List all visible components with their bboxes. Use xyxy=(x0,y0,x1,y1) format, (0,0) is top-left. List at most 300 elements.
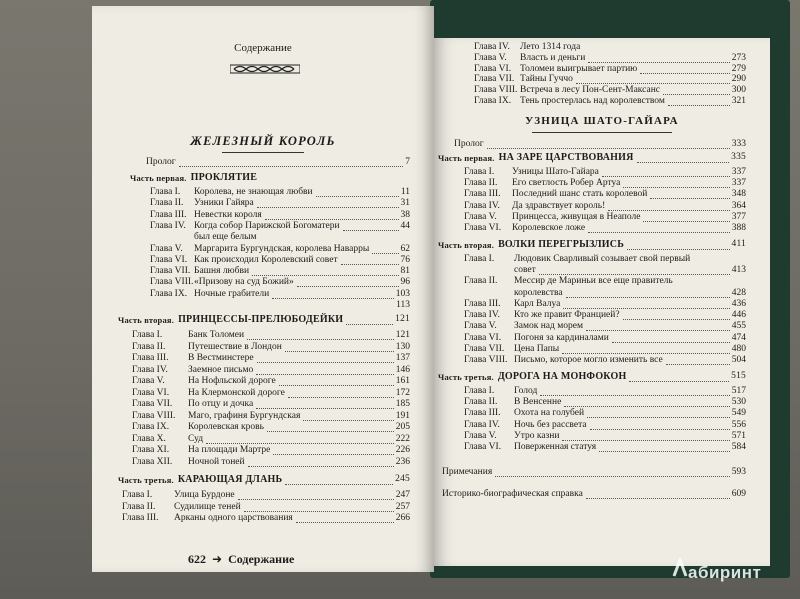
dot-leader xyxy=(256,400,394,409)
dot-leader xyxy=(643,213,729,222)
chapter-title: «Призову на суд Божий» xyxy=(194,277,294,288)
page-number: 161 xyxy=(395,376,410,386)
page-number: 137 xyxy=(395,353,410,363)
chapter-number: Глава VII. xyxy=(150,266,191,277)
chapter-number: Глава V. xyxy=(474,52,507,63)
chapter-title: Карл Валуа xyxy=(514,298,561,309)
chapter-title: Утро казни xyxy=(514,430,560,441)
arrow-icon: ➜ xyxy=(209,552,226,566)
part-prefix: Часть вторая. xyxy=(118,315,175,325)
chapter-title: Да здравствует король! xyxy=(512,200,606,211)
toc-entry xyxy=(92,330,434,341)
page-number: 121 xyxy=(395,330,410,340)
chapter-title: Погоня за кардиналами xyxy=(514,332,609,343)
chapter-title: Цена Папы xyxy=(514,344,560,354)
dot-leader xyxy=(179,158,404,167)
page-number: 191 xyxy=(395,410,410,421)
dot-leader xyxy=(563,300,729,309)
chapter-number: Глава IV. xyxy=(132,364,168,375)
page-number: 446 xyxy=(731,310,746,321)
chapter-number: Глава I. xyxy=(150,187,181,197)
chapter-number: Глава V. xyxy=(464,212,497,222)
part-title: ПРОКЛЯТИЕ xyxy=(190,172,258,183)
page-number: 337 xyxy=(731,166,746,177)
book-title: УЗНИЦА ШАТО-ГАЙАРА xyxy=(525,114,679,127)
part-prefix: Часть первая. xyxy=(130,173,187,183)
notes-entry-label: Примечания xyxy=(442,467,493,478)
dot-leader xyxy=(586,490,730,499)
page-footer xyxy=(188,552,294,567)
toc-entry xyxy=(434,254,770,265)
dot-leader xyxy=(608,202,729,211)
page-number: 185 xyxy=(395,399,410,409)
prologue-label: Пролог xyxy=(454,138,484,149)
chapter-title: Поверженная статуя xyxy=(514,442,597,453)
page-number: 130 xyxy=(395,341,410,352)
toc-entry xyxy=(434,408,770,419)
page-number: 257 xyxy=(395,501,410,512)
dot-leader xyxy=(588,224,730,233)
chapter-title: Как происходил Королевский совет xyxy=(194,254,338,265)
dot-leader xyxy=(564,398,729,407)
chapter-number: Глава III. xyxy=(122,513,159,523)
dot-leader xyxy=(588,54,729,63)
page-number: 7 xyxy=(405,157,410,167)
page-number: 113 xyxy=(396,300,410,310)
part-prefix: Часть вторая. xyxy=(438,239,495,250)
toc-entry xyxy=(434,333,770,344)
chapter-title: Ночные грабители xyxy=(194,288,270,299)
dot-leader xyxy=(627,241,729,250)
prologue-label: Пролог xyxy=(146,157,176,167)
toc-entry xyxy=(92,399,434,410)
chapter-title: Маго, графиня Бургундская xyxy=(188,410,301,421)
dot-leader xyxy=(285,476,393,485)
page-number: 335 xyxy=(731,151,746,162)
chapter-number: Глава VI. xyxy=(464,442,502,453)
chapter-title: Лето 1314 года xyxy=(520,42,581,52)
dot-leader xyxy=(623,179,729,188)
ornament-divider-icon xyxy=(230,64,300,74)
page-number: 81 xyxy=(400,266,410,277)
dot-leader xyxy=(297,278,399,287)
chapter-title: Тайны Гуччо xyxy=(520,74,573,85)
toc-entry xyxy=(434,96,770,107)
dot-leader xyxy=(586,322,730,331)
toc-entry xyxy=(434,321,770,332)
toc-entry xyxy=(92,434,434,445)
toc-entry xyxy=(434,344,770,355)
prologue xyxy=(434,139,770,150)
page-number: 333 xyxy=(731,138,746,149)
page-number: 266 xyxy=(395,513,410,523)
page-number: 62 xyxy=(400,243,410,254)
prologue xyxy=(92,157,434,168)
toc-entry xyxy=(92,342,434,353)
page-number: 428 xyxy=(731,287,746,298)
toc-entry xyxy=(92,266,434,277)
chapter-title: Охота на голубей xyxy=(514,408,585,419)
footer-page-number: 622 xyxy=(188,552,206,566)
dot-leader xyxy=(267,423,394,432)
dot-leader xyxy=(247,331,394,340)
toc-entry xyxy=(434,386,770,397)
page-header: Содержание xyxy=(234,42,292,54)
toc-entry xyxy=(92,210,434,221)
chapter-number: Глава IX. xyxy=(132,422,170,432)
dot-leader xyxy=(273,446,393,455)
chapter-number: Глава I. xyxy=(464,253,495,264)
toc-entry xyxy=(92,353,434,364)
part-prefix: Часть третья. xyxy=(118,475,174,485)
dot-leader xyxy=(590,421,730,430)
page-number: 222 xyxy=(395,433,410,444)
page-number: 121 xyxy=(395,314,410,324)
dot-leader xyxy=(341,256,399,265)
toc-entry xyxy=(92,376,434,387)
part-heading xyxy=(434,152,770,164)
chapter-title: Людовик Сварливый созывает свой первый xyxy=(514,253,691,264)
toc-entry xyxy=(434,299,770,310)
chapter-title: Последний шанс стать королевой xyxy=(512,189,648,200)
page-number: 504 xyxy=(731,355,746,366)
dot-leader xyxy=(288,389,394,398)
part-heading xyxy=(92,474,434,486)
toc-entry xyxy=(434,420,770,431)
toc-entry xyxy=(92,513,434,524)
toc-entry xyxy=(434,431,770,442)
part-title: ДОРОГА НА МОНФОКОН xyxy=(497,370,627,382)
page-number: 31 xyxy=(400,198,410,209)
page-number: 609 xyxy=(731,489,746,500)
chapter-number: Глава XI. xyxy=(132,445,170,455)
chapter-title: На Нофльской дороге xyxy=(188,376,276,386)
dot-leader xyxy=(487,140,730,149)
dot-leader xyxy=(238,491,394,500)
page-number: 348 xyxy=(731,189,746,200)
chapter-title: Встреча в лесу Пон-Сент-Максанс xyxy=(520,85,661,96)
page-number: 226 xyxy=(395,445,410,455)
chapter-title: Его светлость Робер Артуа xyxy=(512,178,621,189)
dot-leader xyxy=(629,373,729,382)
chapter-number: Глава XII. xyxy=(132,456,173,467)
chapter-title: Тень простерлась над королевством xyxy=(520,96,665,106)
page-number: 593 xyxy=(731,467,746,478)
dot-leader xyxy=(566,289,730,298)
toc-entry xyxy=(434,442,770,453)
toc-entry xyxy=(434,74,770,85)
chapter-number: Глава II. xyxy=(464,396,498,407)
page-number: 480 xyxy=(731,344,746,354)
dot-leader xyxy=(257,199,399,208)
dot-leader xyxy=(539,266,730,275)
toc-entry xyxy=(92,445,434,456)
part-heading xyxy=(92,314,434,326)
page-number: 455 xyxy=(731,321,746,332)
chapter-number: Глава II. xyxy=(122,501,156,512)
dot-leader xyxy=(248,458,394,467)
title-underline xyxy=(532,132,672,133)
chapter-title: Королева, не знающая любви xyxy=(194,187,313,197)
toc-entry xyxy=(92,502,434,513)
chapter-number: Глава II. xyxy=(464,276,498,287)
toc-entry xyxy=(92,490,434,501)
toc-entry xyxy=(434,178,770,189)
chapter-number: Глава III. xyxy=(132,353,169,363)
toc-entry xyxy=(434,310,770,321)
chapter-title: Маргарита Бургундская, королева Наварры xyxy=(194,243,370,254)
toc-entry xyxy=(92,365,434,376)
chapter-number: Глава IV. xyxy=(464,419,500,430)
chapter-title: Когда собор Парижской Богоматери xyxy=(194,220,340,231)
chapter-title: Кто же правит Францией? xyxy=(514,310,620,321)
dot-leader xyxy=(346,316,393,325)
page-number: 146 xyxy=(395,364,410,375)
chapter-number: Глава IV. xyxy=(150,220,186,231)
page-number: 321 xyxy=(731,96,746,106)
page-number: 245 xyxy=(395,474,410,484)
chapter-title: Голод xyxy=(514,385,538,396)
chapter-title: Ночной тоней xyxy=(188,456,245,467)
chapter-number: Глава V. xyxy=(132,376,165,386)
page-number: 38 xyxy=(400,209,410,220)
toc-entry xyxy=(92,388,434,399)
chapter-number: Глава V. xyxy=(464,321,497,332)
chapter-title: На Клермонской дороге xyxy=(188,387,285,398)
toc-entry xyxy=(92,422,434,433)
part-heading xyxy=(92,172,434,184)
chapter-title: На площади Мартре xyxy=(188,445,271,455)
part-prefix: Часть третья. xyxy=(438,371,494,382)
chapter-title: Улица Бурдоне xyxy=(174,490,235,500)
book-title: ЖЕЛЕЗНЫЙ КОРОЛЬ xyxy=(190,134,336,148)
chapter-title: В Венсенне xyxy=(514,396,562,407)
chapter-number: Глава VI. xyxy=(474,63,512,74)
chapter-title: был еще белым xyxy=(194,232,257,243)
toc-entry xyxy=(434,212,770,223)
toc-entry xyxy=(92,411,434,422)
chapter-number: Глава III. xyxy=(464,408,501,419)
toc-entry xyxy=(434,223,770,234)
dot-leader xyxy=(257,354,394,363)
dot-leader xyxy=(663,86,730,95)
dot-leader xyxy=(576,75,730,84)
dot-leader xyxy=(666,356,730,365)
chapter-title: королевства xyxy=(514,287,563,298)
page-number: 300 xyxy=(731,85,746,96)
part-prefix: Часть первая. xyxy=(438,152,495,163)
chapter-number: Глава IV. xyxy=(464,200,500,211)
chapter-title: По отцу и дочка xyxy=(188,399,254,409)
chapter-number: Глава III. xyxy=(464,298,501,309)
chapter-number: Глава IX. xyxy=(150,288,188,299)
chapter-title: Королевское ложе xyxy=(512,223,586,234)
dot-leader xyxy=(206,435,394,444)
chapter-number: Глава VII. xyxy=(464,344,505,354)
page-number: 474 xyxy=(731,332,746,343)
chapter-title: Принцесса, живущая в Неаполе xyxy=(512,212,641,222)
title-underline xyxy=(222,152,304,153)
page-number: 247 xyxy=(395,490,410,500)
reference-entry-label: Историко-биографическая справка xyxy=(442,489,583,500)
page-number: 236 xyxy=(395,456,410,467)
dot-leader xyxy=(316,188,399,197)
toc-entry xyxy=(92,300,434,311)
chapter-number: Глава V. xyxy=(150,243,183,254)
footer-label: Содержание xyxy=(228,552,295,566)
page-number: 103 xyxy=(395,288,410,299)
right-page xyxy=(434,38,770,566)
dot-leader xyxy=(495,468,730,477)
dot-leader xyxy=(256,366,394,375)
page-number: 556 xyxy=(731,419,746,430)
dot-leader xyxy=(285,343,394,352)
toc-entry xyxy=(434,64,770,75)
toc-entry xyxy=(434,288,770,299)
page-number: 76 xyxy=(400,254,410,265)
page-number: 44 xyxy=(400,220,410,231)
labyrinth-logo-icon xyxy=(672,558,688,578)
toc-entry xyxy=(92,221,434,232)
chapter-number: Глава VIII. xyxy=(150,277,194,288)
chapter-number: Глава VIII. xyxy=(464,355,508,366)
toc-entry xyxy=(434,355,770,366)
page-number: 549 xyxy=(731,408,746,419)
page-number: 205 xyxy=(395,422,410,432)
dot-leader xyxy=(637,154,730,163)
page-number: 388 xyxy=(731,223,746,234)
chapter-number: Глава VI. xyxy=(464,223,502,234)
chapter-number: Глава IV. xyxy=(464,310,500,321)
chapter-number: Глава IV. xyxy=(474,42,510,52)
chapter-title: Суд xyxy=(188,433,204,444)
page-number: 515 xyxy=(731,370,746,381)
page-number: 11 xyxy=(400,187,410,197)
part-heading xyxy=(434,239,770,251)
page-number: 413 xyxy=(731,264,746,275)
dot-leader xyxy=(668,97,730,106)
dot-leader xyxy=(640,65,729,74)
chapter-title: Письмо, которое могло изменить все xyxy=(514,355,663,366)
toc-entry xyxy=(434,189,770,200)
dot-leader xyxy=(272,290,394,299)
page-number: 273 xyxy=(731,52,746,63)
page-number: 517 xyxy=(731,385,746,396)
toc-entry xyxy=(92,232,434,243)
dot-leader xyxy=(587,409,730,418)
reference-entry xyxy=(434,489,770,500)
toc-entry xyxy=(434,265,770,276)
page-number: 411 xyxy=(731,238,746,249)
dot-leader xyxy=(612,334,730,343)
toc-entry xyxy=(92,277,434,288)
chapter-title: Королевская кровь xyxy=(188,422,264,432)
dot-leader xyxy=(244,503,394,512)
toc-entry xyxy=(434,167,770,178)
chapter-title: Банк Толомеи xyxy=(188,330,245,340)
toc-entry xyxy=(434,42,770,53)
part-title: КАРАЮЩАЯ ДЛАНЬ xyxy=(177,474,283,485)
chapter-number: Глава II. xyxy=(132,341,166,352)
page-number: 377 xyxy=(731,212,746,222)
chapter-number: Глава VIII. xyxy=(132,410,176,421)
chapter-number: Глава V. xyxy=(464,430,497,441)
chapter-number: Глава II. xyxy=(464,178,498,189)
toc-entry xyxy=(92,255,434,266)
dot-leader xyxy=(265,211,399,220)
dot-leader xyxy=(343,222,399,231)
chapter-number: Глава VIII. xyxy=(474,85,518,96)
chapter-title: Толомеи выигрывает партию xyxy=(520,63,638,74)
dot-leader xyxy=(372,245,398,254)
dot-leader xyxy=(650,190,729,199)
chapter-number: Глава I. xyxy=(132,330,163,340)
chapter-title: совет xyxy=(514,264,536,275)
chapter-number: Глава VI. xyxy=(132,387,170,398)
chapter-number: Глава IX. xyxy=(474,96,512,106)
page-number: 436 xyxy=(731,298,746,309)
dot-leader xyxy=(252,267,398,276)
chapter-title: Путешествие в Лондон xyxy=(188,341,282,352)
page-number: 290 xyxy=(731,74,746,85)
dot-leader xyxy=(599,443,730,452)
chapter-title: Мессир де Мариньи все еще правитель xyxy=(514,276,673,287)
chapter-number: Глава III. xyxy=(150,209,187,220)
chapter-title: Замок над морем xyxy=(514,321,583,332)
dot-leader xyxy=(602,168,730,177)
toc-entry xyxy=(434,201,770,212)
chapter-number: Глава II. xyxy=(150,198,184,209)
chapter-number: Глава VII. xyxy=(474,74,515,85)
chapter-title: Ночь без рассвета xyxy=(514,419,587,430)
dot-leader xyxy=(303,412,393,421)
chapter-number: Глава I. xyxy=(464,166,495,177)
page-number: 364 xyxy=(731,200,746,211)
chapter-title: В Вестминстере xyxy=(188,353,254,363)
part-title: НА ЗАРЕ ЦАРСТВОВАНИЯ xyxy=(498,151,634,163)
toc-entry xyxy=(434,53,770,64)
page-number: 530 xyxy=(731,396,746,407)
dot-leader xyxy=(540,387,729,396)
chapter-title: Узники Гайяра xyxy=(194,198,254,209)
chapter-number: Глава VII. xyxy=(132,399,173,409)
left-page xyxy=(92,6,434,572)
chapter-title: Арканы одного царствования xyxy=(174,513,293,523)
part-heading xyxy=(434,371,770,383)
toc-entry xyxy=(434,397,770,408)
dot-leader xyxy=(623,311,730,320)
page-number: 337 xyxy=(731,178,746,189)
chapter-title: Узницы Шато-Гайара xyxy=(512,166,599,177)
chapter-number: Глава VI. xyxy=(150,254,188,265)
toc-entry xyxy=(434,276,770,287)
dot-leader xyxy=(296,514,394,523)
page-number: 172 xyxy=(395,387,410,398)
toc-entry xyxy=(92,244,434,255)
toc-entry xyxy=(92,457,434,468)
chapter-number: Глава I. xyxy=(464,385,495,396)
dot-leader xyxy=(562,432,729,441)
dot-leader xyxy=(279,377,394,386)
part-title: ПРИНЦЕССЫ-ПРЕЛЮБОДЕЙКИ xyxy=(178,314,344,325)
chapter-title: Власть и деньги xyxy=(520,52,586,63)
page-number: 279 xyxy=(731,63,746,74)
chapter-title: Судилище теней xyxy=(174,501,241,512)
page-number: 584 xyxy=(731,442,746,453)
toc-entry xyxy=(92,198,434,209)
chapter-number: Глава III. xyxy=(464,189,501,200)
page-number: 571 xyxy=(731,430,746,441)
